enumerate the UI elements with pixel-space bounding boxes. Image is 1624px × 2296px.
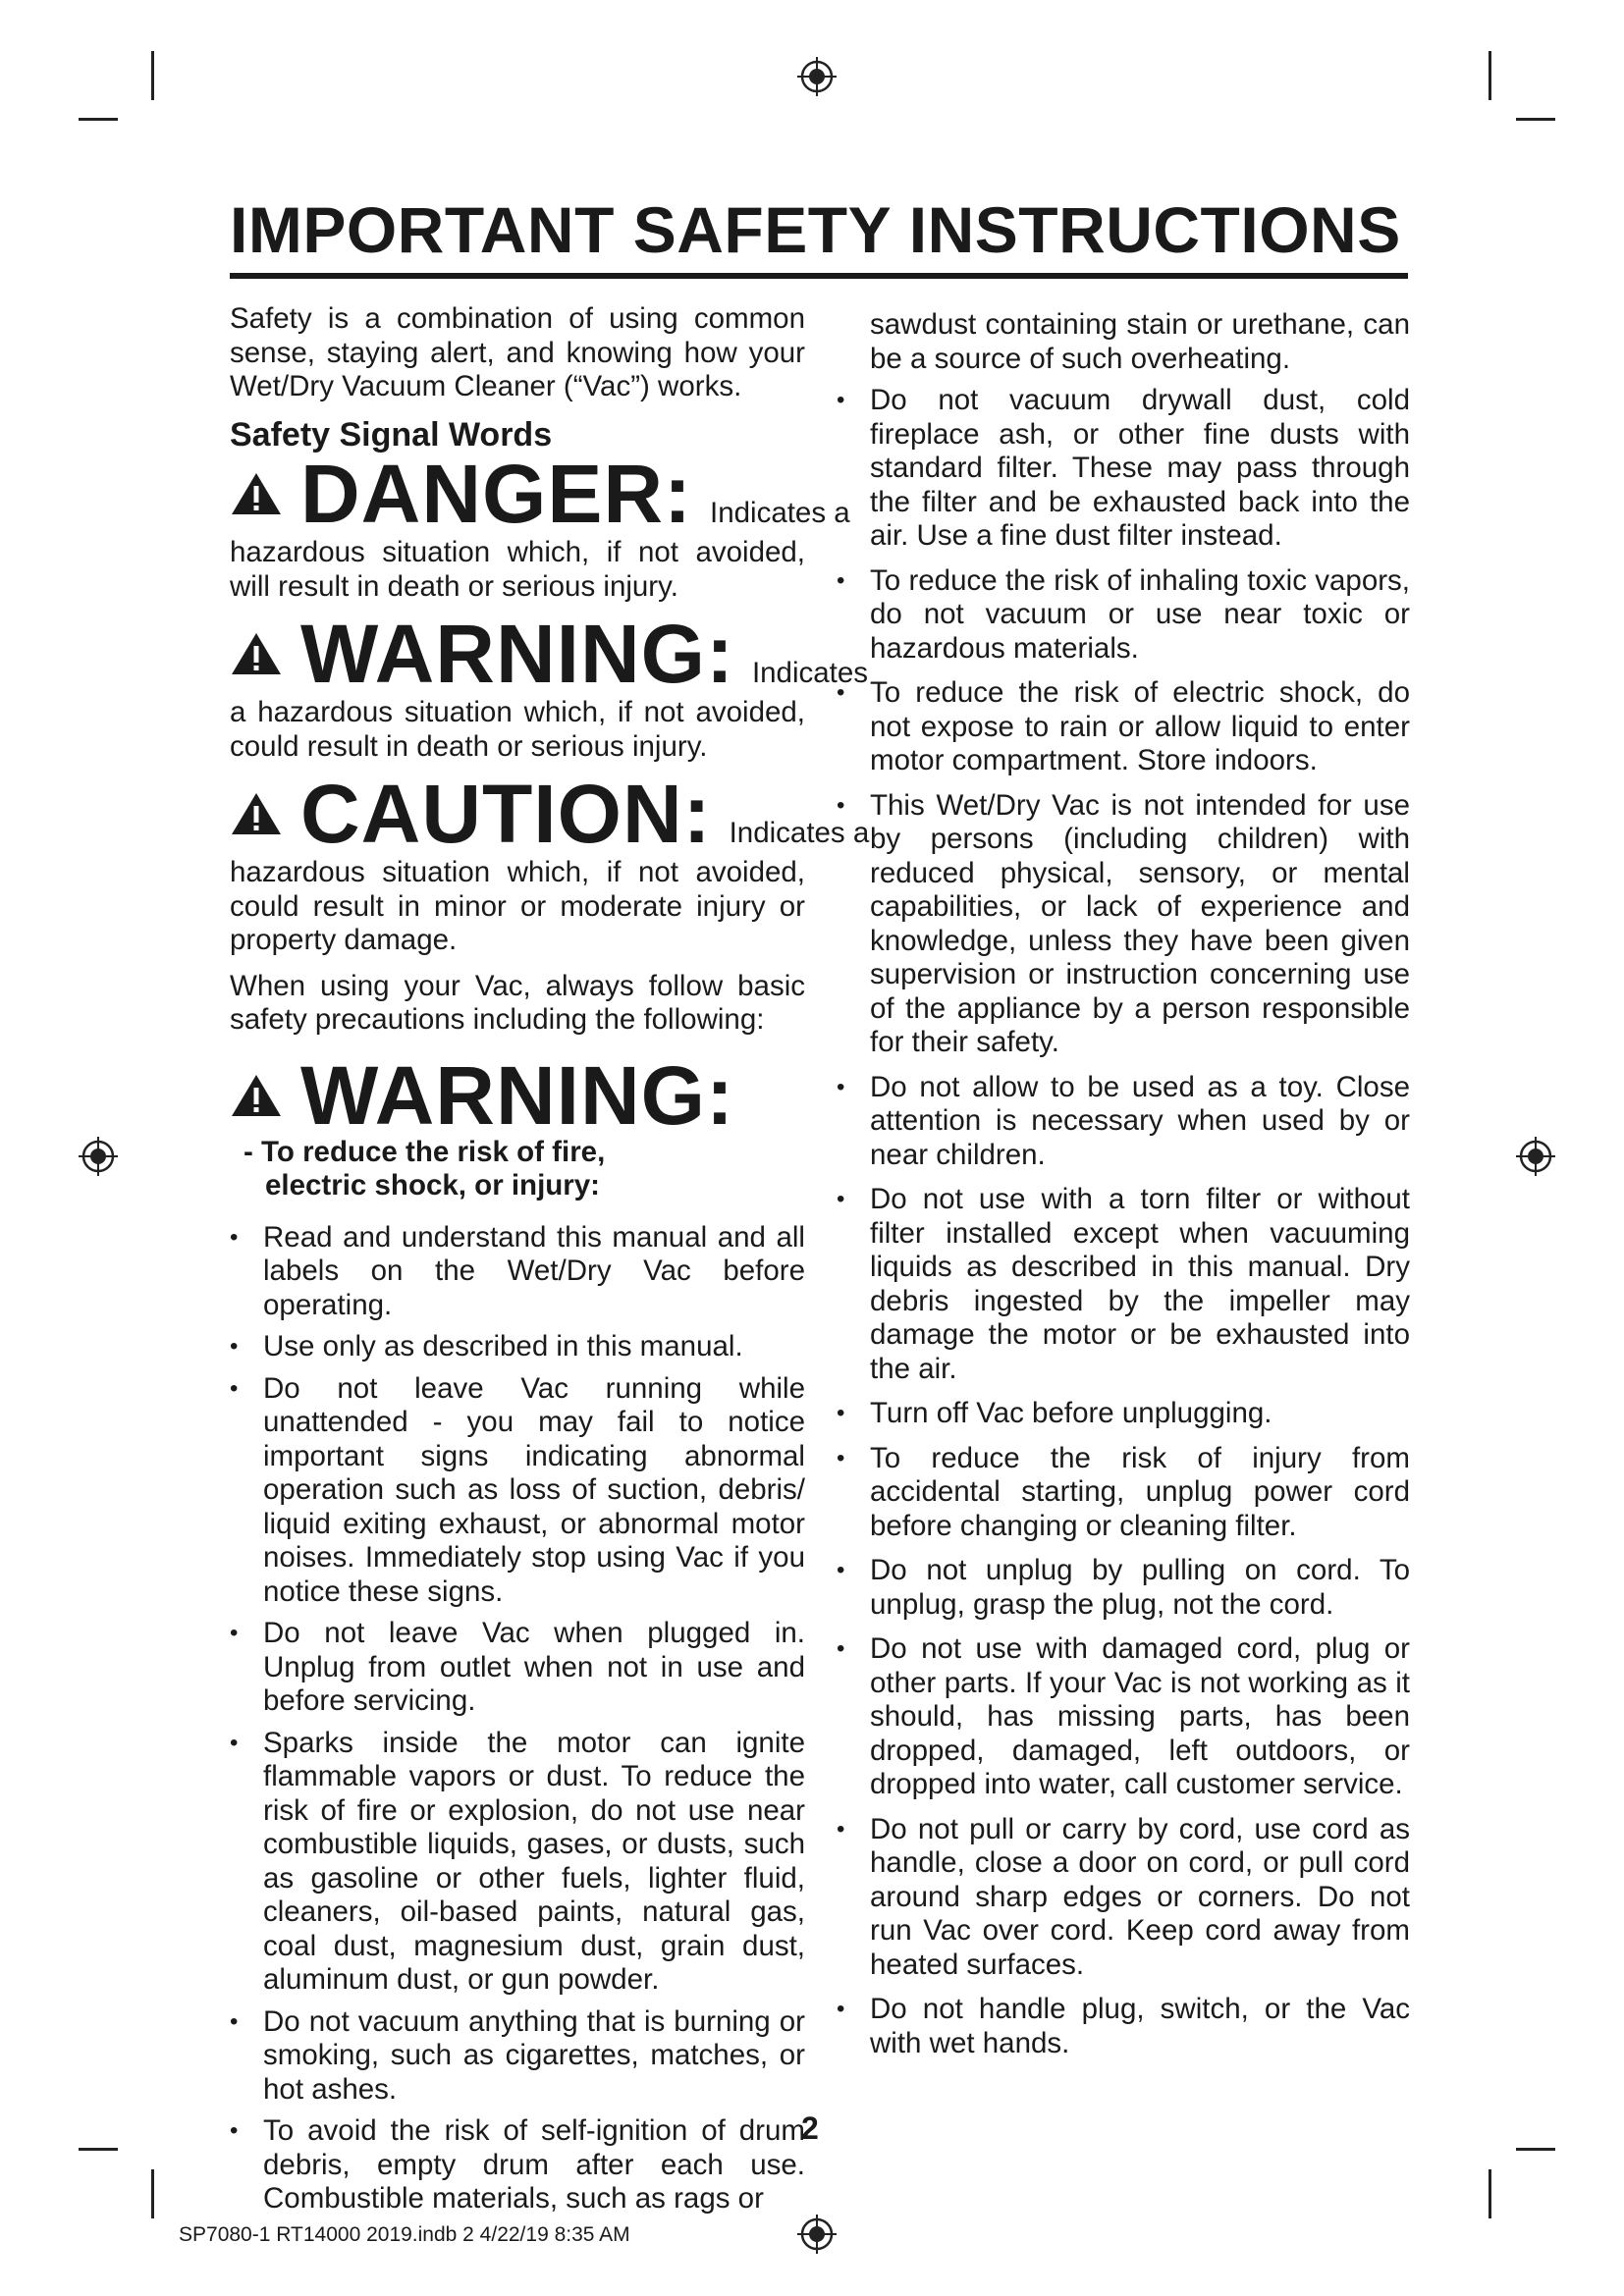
left-column [230, 302, 870, 2224]
list-item: • Do not vacuum anything that is burning or smoking, such as cigarettes, matches, or hot ashes. [230, 2005, 805, 2108]
page-number: 2 [801, 2110, 819, 2146]
danger-lead: Indicates a [710, 497, 850, 529]
list-item: • Do not leave Vac when plugged in. Unplug from outlet when not in use and before servicing. [230, 1617, 805, 1719]
warning-word: WARNING: [300, 608, 734, 700]
warning-block-word: WARNING: [300, 1048, 734, 1142]
list-item: • Do not use with damaged cord, plug or other parts. If your Vac is not working as it should, has missing parts, has been dropped, damaged, left outdoors, or dropped into water, call customer service. [837, 1632, 1410, 1802]
list-item: • To reduce the risk of inhaling toxic vapors, do not vacuum or use near toxic or hazardous materials. [837, 564, 1410, 667]
list-item: • Use only as described in this manual. [230, 1330, 805, 1364]
page-title: IMPORTANT SAFETY INSTRUCTIONS [230, 193, 1401, 266]
alert-triangle-icon [230, 471, 283, 516]
list-item: • Do not handle plug, switch, or the Vac with wet hands. [837, 1993, 1410, 2060]
crop-mark-top-right-vertical [1489, 51, 1491, 100]
signal-words-heading: Safety Signal Words [230, 415, 553, 454]
left-bullet-list [230, 1221, 805, 2216]
warning-description: a hazardous situation which, if not avoided, could result in death or serious injury. [230, 696, 805, 763]
list-item: • Do not allow to be used as a toy. Close attention is necessary when used by or near children. [837, 1071, 1410, 1173]
caution-lead: Indicates a [729, 817, 870, 849]
list-item: • Sparks inside the motor can ignite flammable vapors or dust. To reduce the risk of fire or explosion, do not use near combustible liquids, gases, or dusts, such as gasoline or other fuels, lighter fluid, cleaners, oil-based paints, natural gas, coal dust, magnesium dust, grain dust, aluminum dust, or gun powder. [230, 1727, 805, 1998]
list-item: • Do not vacuum drywall dust, cold fireplace ash, or other fine dusts with standard filter. These may pass through the filter and be exhausted back into the air. Use a fine dust filter instead. [837, 384, 1410, 554]
alert-triangle-icon [230, 791, 283, 836]
footer-slug: SP7080-1 RT14000 2019.indb 2 4/22/19 8:35 AM [179, 2223, 630, 2246]
warning-block-subtitle-line1: - To reduce the risk of fire, [244, 1135, 606, 1168]
crop-mark-bottom-left-vertical [151, 2169, 154, 2218]
warning-block-subtitle-line2: electric shock, or injury: [265, 1169, 601, 1201]
list-item: • This Wet/Dry Vac is not intended for use by persons (including children) with reduced physical, sensory, or mental capabilities, or lack of experience and knowledge, unless they have been given supervision or instruction concerning use of the appliance by a person responsible for their safety. [837, 789, 1410, 1060]
title-rule [230, 273, 1408, 279]
warning-block [230, 1048, 805, 1203]
right-bullet-list [837, 384, 1410, 2060]
danger-signal [230, 448, 850, 604]
crop-mark-top-left-vertical [151, 51, 154, 100]
list-item: • To reduce the risk of injury from accidental starting, unplug power cord before changing or cleaning filter. [837, 1442, 1410, 1544]
warning-signal [230, 608, 869, 764]
crop-mark-top-right-horizontal [1516, 118, 1555, 121]
continued-paragraph: sawdust containing stain or urethane, can be a source of such overheating. [870, 308, 1410, 375]
crop-mark-bottom-left-horizontal [79, 2148, 118, 2151]
registration-mark-icon [1514, 1135, 1557, 1178]
right-column [837, 302, 1410, 2071]
registration-mark-icon [77, 1135, 120, 1178]
list-item: • Do not leave Vac running while unattended - you may fail to notice important signs indicating abnormal operation such as loss of suction, debris/ liquid exiting exhaust, or abnormal motor noises. Immediately stop using Vac if you notice these signs. [230, 1372, 805, 1610]
crop-mark-bottom-right-vertical [1489, 2169, 1491, 2218]
precautions-intro: When using your Vac, always follow basic safety precautions including the following: [230, 969, 805, 1036]
danger-description: hazardous situation which, if not avoided, will result in death or serious injury. [230, 536, 805, 603]
list-item: • Turn off Vac before unplugging. [837, 1397, 1410, 1431]
danger-word: DANGER: [300, 448, 692, 540]
alert-triangle-icon [230, 1073, 283, 1118]
list-item: • Do not pull or carry by cord, use cord as handle, close a door on cord, or pull cord around sharp edges or corners. Do not run Vac over cord. Keep cord away from heated surfaces. [837, 1813, 1410, 1983]
list-item: • Do not use with a torn filter or without filter installed except when vacuuming liquids as described in this manual. Dry debris ingested by the impeller may damage the motor or be exhausted into the air. [837, 1183, 1410, 1386]
list-item: • Do not unplug by pulling on cord. To unplug, grasp the plug, not the cord. [837, 1554, 1410, 1622]
list-item: • To reduce the risk of electric shock, do not expose to rain or allow liquid to enter motor compartment. Store indoors. [837, 676, 1410, 778]
intro-paragraph: Safety is a combination of using common sense, staying alert, and knowing how your Wet/Dry Vacuum Cleaner (“Vac”) works. [230, 302, 805, 402]
warning-lead: Indicates [751, 657, 869, 689]
caution-description: hazardous situation which, if not avoided, could result in minor or moderate injury or property damage. [230, 856, 805, 956]
caution-word: CAUTION: [300, 768, 712, 860]
alert-triangle-icon [230, 631, 283, 676]
crop-mark-bottom-right-horizontal [1516, 2148, 1555, 2151]
caution-signal [230, 768, 870, 958]
list-item: • Read and understand this manual and all labels on the Wet/Dry Vac before operating. [230, 1221, 805, 1323]
list-item: • To avoid the risk of self-ignition of drum debris, empty drum after each use. Combustible materials, such as rags or [230, 2114, 805, 2216]
registration-mark-icon [795, 55, 839, 98]
crop-mark-top-left-horizontal [79, 118, 118, 121]
